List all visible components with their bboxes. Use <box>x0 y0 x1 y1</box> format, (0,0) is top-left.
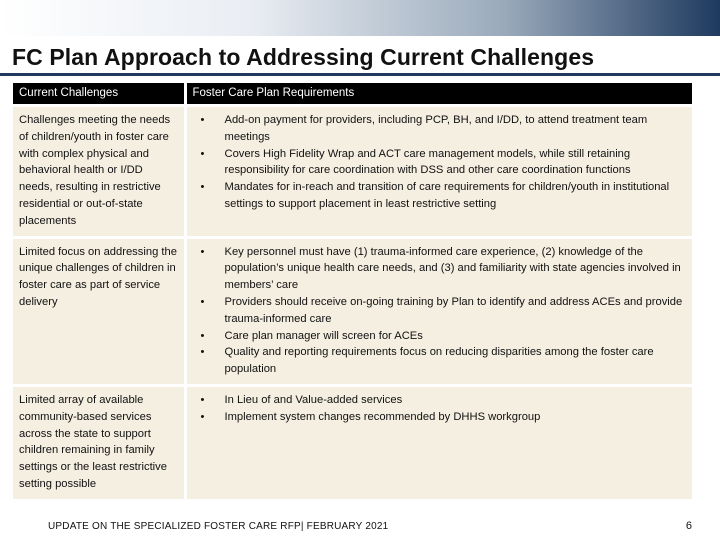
slide-title: FC Plan Approach to Addressing Current Challenges <box>12 44 595 70</box>
challenges-table <box>13 83 692 499</box>
table-header-row <box>13 83 692 106</box>
requirements-list <box>193 112 687 213</box>
page-number: 6 <box>685 520 692 532</box>
requirement-item: • Covers High Fidelity Wrap and ACT care management models, while still retaining responsibility for care coordination with DSS and other care coordination functions <box>193 146 687 180</box>
requirement-item: • Mandates for in-reach and transition of care requirements for children/youth in institutional settings to support placement in least restrictive setting <box>193 179 687 213</box>
slide-footer: UPDATE ON THE SPECIALIZED FOSTER CARE RFP| FEBRUARY 2021 <box>48 521 389 532</box>
table-row <box>13 385 692 498</box>
requirements-cell <box>185 385 692 498</box>
requirements-cell <box>185 106 692 238</box>
column-header-plan-requirements: Foster Care Plan Requirements <box>185 83 692 106</box>
requirement-item: • Providers should receive on-going training by Plan to identify and address ACEs and provide trauma-informed care <box>193 294 687 328</box>
requirements-list <box>193 244 687 378</box>
requirements-list <box>193 392 687 426</box>
title-divider <box>0 73 720 76</box>
challenge-cell: Limited array of available community-based services across the state to support children remaining in family settings or the least restrictive setting possible <box>13 385 185 498</box>
requirement-item: • Care plan manager will screen for ACEs <box>193 328 687 345</box>
challenge-cell: Challenges meeting the needs of children/youth in foster care with complex physical and behavioral health or I/DD needs, resulting in restrictive residential or out-of-state placements <box>13 106 185 238</box>
requirement-item: • Implement system changes recommended by DHHS workgroup <box>193 409 687 426</box>
requirement-item: • In Lieu of and Value-added services <box>193 392 687 409</box>
requirement-item: • Quality and reporting requirements focus on reducing disparities among the foster care population <box>193 344 687 378</box>
header-gradient-band <box>0 0 720 36</box>
requirement-item: • Add-on payment for providers, including PCP, BH, and I/DD, to attend treatment team meetings <box>193 112 687 146</box>
table-row <box>13 106 692 238</box>
challenge-cell: Limited focus on addressing the unique challenges of children in foster care as part of service delivery <box>13 237 185 385</box>
table-row <box>13 237 692 385</box>
requirement-item: • Key personnel must have (1) trauma-informed care experience, (2) knowledge of the population’s unique health care needs, and (3) and familiarity with state agencies involved in members’ care <box>193 244 687 294</box>
column-header-current-challenges: Current Challenges <box>13 83 185 106</box>
requirements-cell <box>185 237 692 385</box>
